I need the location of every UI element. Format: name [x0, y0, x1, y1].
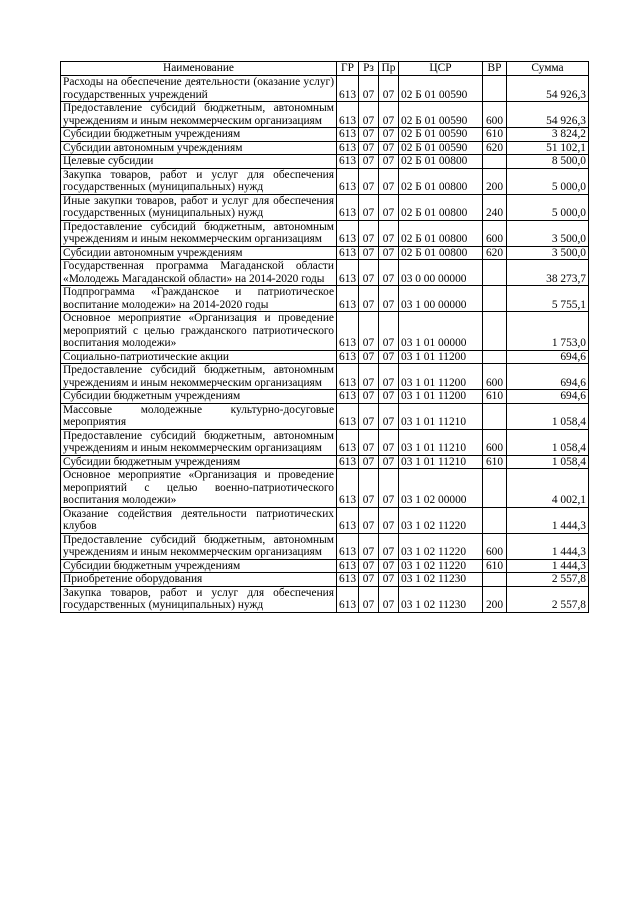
cell-csr: 03 1 01 11210	[399, 455, 483, 469]
cell-rz: 07	[359, 350, 379, 364]
cell-sum: 2 557,8	[507, 586, 589, 612]
cell-rz: 07	[359, 559, 379, 573]
cell-vr: 610	[483, 390, 507, 404]
cell-name: Массовые молодежные культурно-досуговые мероприятия	[61, 403, 337, 429]
cell-gr: 613	[337, 128, 359, 142]
table-row	[61, 350, 589, 364]
cell-name: Иные закупки товаров, работ и услуг для обеспечения государственных (муниципальных) нужд	[61, 194, 337, 220]
cell-rz: 07	[359, 128, 379, 142]
cell-csr: 03 1 02 11220	[399, 559, 483, 573]
cell-name: Предоставление субсидий бюджетным, автономным учреждениям и иным некоммерческим организациям	[61, 364, 337, 390]
cell-pr: 07	[379, 573, 399, 587]
budget-table	[60, 61, 589, 613]
cell-csr: 02 Б 01 00800	[399, 194, 483, 220]
cell-pr: 07	[379, 559, 399, 573]
cell-vr	[483, 76, 507, 102]
cell-csr: 03 1 01 11200	[399, 364, 483, 390]
cell-vr	[483, 155, 507, 169]
cell-csr: 03 1 02 00000	[399, 469, 483, 508]
table-row	[61, 194, 589, 220]
cell-sum: 694,6	[507, 350, 589, 364]
cell-sum: 3 500,0	[507, 246, 589, 260]
cell-name: Подпрограмма «Гражданское и патриотическое воспитание молодежи» на 2014-2020 годы	[61, 286, 337, 312]
table-row	[61, 469, 589, 508]
cell-sum: 694,6	[507, 390, 589, 404]
cell-csr: 03 1 02 11220	[399, 507, 483, 533]
cell-pr: 07	[379, 469, 399, 508]
cell-gr: 613	[337, 312, 359, 351]
cell-name: Предоставление субсидий бюджетным, автономным учреждениям и иным некоммерческим организациям	[61, 429, 337, 455]
cell-pr: 07	[379, 128, 399, 142]
cell-rz: 07	[359, 246, 379, 260]
cell-vr	[483, 350, 507, 364]
cell-rz: 07	[359, 403, 379, 429]
cell-sum: 1 058,4	[507, 403, 589, 429]
cell-gr: 613	[337, 168, 359, 194]
table-row	[61, 586, 589, 612]
cell-pr: 07	[379, 350, 399, 364]
cell-pr: 07	[379, 246, 399, 260]
cell-vr: 620	[483, 141, 507, 155]
cell-csr: 02 Б 01 00590	[399, 141, 483, 155]
cell-gr: 613	[337, 559, 359, 573]
cell-name: Субсидии автономным учреждениям	[61, 246, 337, 260]
cell-pr: 07	[379, 429, 399, 455]
cell-sum: 54 926,3	[507, 102, 589, 128]
cell-pr: 07	[379, 533, 399, 559]
table-row	[61, 141, 589, 155]
cell-rz: 07	[359, 220, 379, 246]
cell-name: Целевые субсидии	[61, 155, 337, 169]
cell-pr: 07	[379, 260, 399, 286]
cell-pr: 07	[379, 586, 399, 612]
cell-rz: 07	[359, 455, 379, 469]
cell-vr	[483, 260, 507, 286]
table-row	[61, 260, 589, 286]
cell-pr: 07	[379, 364, 399, 390]
cell-csr: 03 1 01 00000	[399, 312, 483, 351]
cell-gr: 613	[337, 507, 359, 533]
cell-vr: 600	[483, 533, 507, 559]
cell-rz: 07	[359, 168, 379, 194]
cell-sum: 1 444,3	[507, 533, 589, 559]
cell-gr: 613	[337, 586, 359, 612]
cell-gr: 613	[337, 469, 359, 508]
cell-csr: 02 Б 01 00590	[399, 128, 483, 142]
cell-pr: 07	[379, 507, 399, 533]
header-name: Наименование	[61, 62, 337, 76]
cell-gr: 613	[337, 364, 359, 390]
header-csr: ЦСР	[399, 62, 483, 76]
cell-vr: 610	[483, 455, 507, 469]
cell-pr: 07	[379, 194, 399, 220]
cell-vr: 600	[483, 220, 507, 246]
cell-rz: 07	[359, 507, 379, 533]
table-body	[61, 76, 589, 613]
cell-sum: 1 753,0	[507, 312, 589, 351]
cell-csr: 03 1 01 11210	[399, 403, 483, 429]
header-vr: ВР	[483, 62, 507, 76]
cell-name: Расходы на обеспечение деятельности (оказание услуг) государственных учреждений	[61, 76, 337, 102]
table-row	[61, 286, 589, 312]
cell-gr: 613	[337, 155, 359, 169]
table-row	[61, 220, 589, 246]
cell-pr: 07	[379, 141, 399, 155]
cell-sum: 54 926,3	[507, 76, 589, 102]
cell-name: Государственная программа Магаданской области «Молодежь Магаданской области» на 2014-2020 годы	[61, 260, 337, 286]
cell-csr: 02 Б 01 00800	[399, 155, 483, 169]
cell-csr: 03 1 01 11200	[399, 350, 483, 364]
cell-pr: 07	[379, 220, 399, 246]
cell-vr: 240	[483, 194, 507, 220]
cell-gr: 613	[337, 455, 359, 469]
cell-rz: 07	[359, 429, 379, 455]
cell-rz: 07	[359, 286, 379, 312]
header-gr: ГР	[337, 62, 359, 76]
cell-name: Социально-патриотические акции	[61, 350, 337, 364]
table-header-row	[61, 62, 589, 76]
table-row	[61, 455, 589, 469]
cell-name: Оказание содействия деятельности патриотических клубов	[61, 507, 337, 533]
cell-pr: 07	[379, 403, 399, 429]
cell-name: Предоставление субсидий бюджетным, автономным учреждениям и иным некоммерческим организациям	[61, 533, 337, 559]
cell-rz: 07	[359, 586, 379, 612]
cell-pr: 07	[379, 76, 399, 102]
cell-sum: 5 000,0	[507, 168, 589, 194]
cell-gr: 613	[337, 350, 359, 364]
cell-csr: 03 1 02 11230	[399, 586, 483, 612]
cell-vr: 600	[483, 102, 507, 128]
cell-pr: 07	[379, 168, 399, 194]
cell-pr: 07	[379, 102, 399, 128]
cell-vr: 620	[483, 246, 507, 260]
cell-vr	[483, 403, 507, 429]
table-row	[61, 559, 589, 573]
cell-pr: 07	[379, 286, 399, 312]
table-row	[61, 364, 589, 390]
cell-rz: 07	[359, 102, 379, 128]
cell-csr: 03 1 02 11230	[399, 573, 483, 587]
table-row	[61, 128, 589, 142]
cell-sum: 1 058,4	[507, 429, 589, 455]
cell-vr: 200	[483, 586, 507, 612]
cell-rz: 07	[359, 141, 379, 155]
cell-vr: 600	[483, 429, 507, 455]
cell-csr: 02 Б 01 00590	[399, 102, 483, 128]
cell-csr: 02 Б 01 00590	[399, 76, 483, 102]
cell-csr: 03 1 01 11210	[399, 429, 483, 455]
cell-rz: 07	[359, 194, 379, 220]
cell-pr: 07	[379, 155, 399, 169]
cell-csr: 02 Б 01 00800	[399, 168, 483, 194]
cell-sum: 4 002,1	[507, 469, 589, 508]
cell-gr: 613	[337, 76, 359, 102]
cell-sum: 5 755,1	[507, 286, 589, 312]
cell-name: Основное мероприятие «Организация и проведение мероприятий с целью гражданского патриотического воспитания молодежи»	[61, 312, 337, 351]
cell-vr	[483, 312, 507, 351]
table-row	[61, 403, 589, 429]
cell-rz: 07	[359, 260, 379, 286]
cell-sum: 51 102,1	[507, 141, 589, 155]
cell-gr: 613	[337, 260, 359, 286]
cell-name: Субсидии бюджетным учреждениям	[61, 455, 337, 469]
cell-sum: 8 500,0	[507, 155, 589, 169]
cell-csr: 03 1 00 00000	[399, 286, 483, 312]
cell-name: Закупка товаров, работ и услуг для обеспечения государственных (муниципальных) нужд	[61, 168, 337, 194]
cell-rz: 07	[359, 364, 379, 390]
table-row	[61, 390, 589, 404]
table-row	[61, 246, 589, 260]
table-row	[61, 168, 589, 194]
cell-vr: 200	[483, 168, 507, 194]
cell-vr: 610	[483, 559, 507, 573]
header-pr: Пр	[379, 62, 399, 76]
cell-name: Субсидии бюджетным учреждениям	[61, 559, 337, 573]
cell-rz: 07	[359, 155, 379, 169]
cell-gr: 613	[337, 573, 359, 587]
cell-vr	[483, 507, 507, 533]
cell-sum: 2 557,8	[507, 573, 589, 587]
header-sum: Сумма	[507, 62, 589, 76]
cell-rz: 07	[359, 76, 379, 102]
table-row	[61, 102, 589, 128]
cell-vr	[483, 286, 507, 312]
cell-pr: 07	[379, 455, 399, 469]
cell-name: Закупка товаров, работ и услуг для обеспечения государственных (муниципальных) нужд	[61, 586, 337, 612]
cell-rz: 07	[359, 533, 379, 559]
cell-rz: 07	[359, 469, 379, 508]
cell-gr: 613	[337, 220, 359, 246]
cell-gr: 613	[337, 194, 359, 220]
cell-vr	[483, 469, 507, 508]
table-row	[61, 573, 589, 587]
cell-csr: 03 1 01 11200	[399, 390, 483, 404]
cell-sum: 5 000,0	[507, 194, 589, 220]
table-row	[61, 507, 589, 533]
cell-name: Предоставление субсидий бюджетным, автономным учреждениям и иным некоммерческим организациям	[61, 102, 337, 128]
cell-name: Субсидии бюджетным учреждениям	[61, 128, 337, 142]
cell-sum: 3 824,2	[507, 128, 589, 142]
cell-csr: 03 0 00 00000	[399, 260, 483, 286]
cell-vr: 600	[483, 364, 507, 390]
cell-name: Приобретение оборудования	[61, 573, 337, 587]
cell-vr	[483, 573, 507, 587]
cell-gr: 613	[337, 390, 359, 404]
cell-gr: 613	[337, 429, 359, 455]
cell-pr: 07	[379, 390, 399, 404]
cell-sum: 1 058,4	[507, 455, 589, 469]
cell-sum: 694,6	[507, 364, 589, 390]
cell-gr: 613	[337, 246, 359, 260]
cell-vr: 610	[483, 128, 507, 142]
table-row	[61, 312, 589, 351]
cell-sum: 1 444,3	[507, 559, 589, 573]
cell-sum: 3 500,0	[507, 220, 589, 246]
cell-pr: 07	[379, 312, 399, 351]
cell-csr: 03 1 02 11220	[399, 533, 483, 559]
cell-rz: 07	[359, 573, 379, 587]
table-row	[61, 533, 589, 559]
cell-gr: 613	[337, 533, 359, 559]
table-row	[61, 429, 589, 455]
header-rz: Рз	[359, 62, 379, 76]
table-row	[61, 155, 589, 169]
cell-name: Субсидии бюджетным учреждениям	[61, 390, 337, 404]
cell-name: Предоставление субсидий бюджетным, автономным учреждениям и иным некоммерческим организациям	[61, 220, 337, 246]
cell-rz: 07	[359, 390, 379, 404]
cell-gr: 613	[337, 403, 359, 429]
cell-name: Субсидии автономным учреждениям	[61, 141, 337, 155]
cell-csr: 02 Б 01 00800	[399, 246, 483, 260]
cell-gr: 613	[337, 286, 359, 312]
cell-csr: 02 Б 01 00800	[399, 220, 483, 246]
cell-gr: 613	[337, 141, 359, 155]
cell-sum: 1 444,3	[507, 507, 589, 533]
cell-sum: 38 273,7	[507, 260, 589, 286]
table-row	[61, 76, 589, 102]
cell-name: Основное мероприятие «Организация и проведение мероприятий с целью военно-патриотического воспитания молодежи»	[61, 469, 337, 508]
cell-gr: 613	[337, 102, 359, 128]
cell-rz: 07	[359, 312, 379, 351]
